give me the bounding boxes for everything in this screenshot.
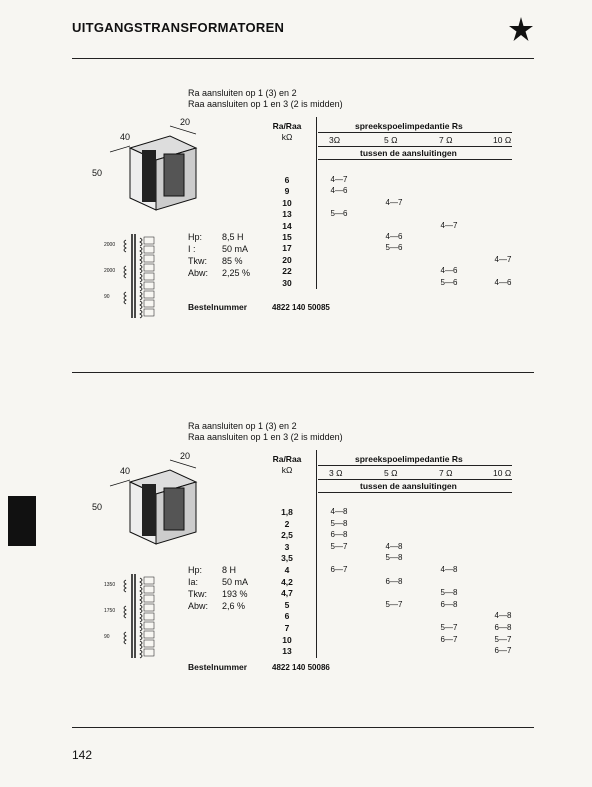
footer-rule — [72, 727, 534, 728]
ra-header: Ra/Raa — [272, 121, 302, 131]
ra-value: 14 — [282, 220, 292, 231]
connection-cell: 5—7 — [440, 623, 458, 632]
ra-unit: kΩ — [281, 132, 293, 142]
ra-value: 3 — [284, 541, 290, 552]
dimension-height: 40 — [120, 132, 131, 142]
intro-line-2: Raa aansluiten op 1 en 3 (2 is midden) — [188, 432, 343, 442]
dimension-width: 20 — [180, 451, 191, 461]
connection-cell: 4—6 — [330, 186, 348, 196]
spec-value: 8,5 H — [222, 232, 244, 242]
ra-value: 13 — [282, 646, 292, 657]
section-divider — [72, 372, 534, 373]
header-rule — [318, 465, 512, 466]
spec-value: 2,6 % — [222, 601, 246, 611]
sub-rule — [318, 159, 512, 160]
impedance-col-3: 10 Ω — [493, 468, 512, 478]
impedance-col-0: 3 Ω — [329, 468, 343, 478]
connection-cell: 4—7 — [330, 175, 348, 184]
connection-cell: 5—7 — [385, 599, 403, 609]
connection-cell: 4—6 — [440, 266, 458, 276]
dimension-depth: 50 — [92, 502, 103, 512]
connection-cell: 5—6 — [385, 243, 403, 253]
spec-label: I : — [188, 244, 196, 254]
winding-value: 1350 — [104, 582, 116, 588]
star-icon — [508, 16, 534, 42]
col-rule — [318, 146, 512, 147]
connection-cell: 4—8 — [385, 541, 403, 551]
winding-value: 1750 — [104, 608, 116, 614]
connection-cell: 4—8 — [494, 611, 512, 621]
connection-cell: 6—7 — [494, 646, 512, 656]
connection-cell: 5—7 — [494, 634, 512, 644]
sub-header: tussen de aansluitingen — [360, 481, 457, 491]
spec-value: 193 % — [222, 589, 248, 599]
impedance-col-1: 5 Ω — [384, 135, 398, 145]
order-number: 4822 140 50085 — [272, 303, 330, 312]
order-label: Bestelnummer — [188, 302, 248, 312]
connection-cell: 4—7 — [440, 220, 458, 230]
ra-value: 4,2 — [281, 576, 293, 587]
ra-value: 5 — [284, 599, 290, 610]
impedance-col-2: 7 Ω — [439, 468, 453, 478]
ra-value: 2,5 — [281, 530, 293, 541]
ra-header: Ra/Raa — [272, 454, 302, 464]
intro-line-2: Raa aansluiten op 1 en 3 (2 is midden) — [188, 99, 343, 109]
page-title: UITGANGSTRANSFORMATOREN — [72, 20, 285, 35]
winding-value: 2000 — [104, 242, 116, 248]
connection-cell: 5—7 — [330, 541, 348, 551]
header-rule — [318, 132, 512, 133]
table-divider — [316, 117, 317, 289]
connection-cell: 4—6 — [385, 232, 403, 241]
ra-value: 15 — [282, 232, 292, 242]
ra-value: 17 — [282, 243, 292, 254]
impedance-header: spreekspoelimpedantie Rs — [355, 121, 463, 131]
order-label: Bestelnummer — [188, 662, 248, 672]
connection-cell: 6—7 — [330, 565, 348, 574]
dimension-height: 40 — [120, 466, 131, 476]
spec-value: 50 mA — [222, 244, 249, 254]
winding-value: 90 — [104, 294, 110, 300]
spec-label: Ia: — [188, 577, 199, 587]
connection-cell: 6—8 — [330, 530, 348, 540]
ra-value: 13 — [282, 209, 292, 220]
ra-value: 9 — [284, 186, 290, 197]
spec-label: Abw: — [188, 268, 209, 278]
impedance-col-0: 3Ω — [329, 135, 341, 145]
table-divider — [316, 450, 317, 658]
ra-value: 30 — [282, 277, 292, 288]
impedance-col-3: 10 Ω — [493, 135, 512, 145]
spec-value: 85 % — [222, 256, 243, 266]
sub-rule — [318, 492, 512, 493]
chapter-tab-marker — [8, 496, 36, 546]
intro-line-1: Ra aansluiten op 1 (3) en 2 — [188, 88, 297, 98]
spec-value: 8 H — [222, 565, 237, 575]
connection-cell: 6—8 — [440, 599, 458, 609]
connection-cell: 5—6 — [440, 277, 458, 287]
connection-cell: 4—8 — [440, 565, 458, 574]
dimension-depth: 50 — [92, 168, 103, 178]
connection-cell: 6—8 — [385, 576, 403, 586]
ra-value: 10 — [282, 197, 292, 208]
connection-cell: 4—8 — [330, 507, 348, 516]
ra-value: 10 — [282, 634, 292, 645]
ra-value: 1,8 — [281, 507, 293, 517]
connection-cell: 4—7 — [385, 197, 403, 207]
ra-value: 7 — [284, 623, 290, 633]
spec-value: 50 mA — [222, 577, 249, 587]
intro-line-1: Ra aansluiten op 1 (3) en 2 — [188, 421, 297, 431]
spec-label: Tkw: — [188, 256, 207, 266]
ra-value: 6 — [284, 175, 290, 185]
connection-cell: 6—8 — [494, 623, 512, 632]
header-rule — [72, 58, 534, 59]
connection-cell: 6—7 — [440, 634, 458, 644]
dimension-width: 20 — [180, 117, 191, 127]
connection-cell: 5—8 — [330, 518, 348, 528]
impedance-col-1: 5 Ω — [384, 468, 398, 478]
ra-value: 3,5 — [281, 553, 293, 564]
connection-cell: 5—6 — [330, 209, 348, 219]
winding-value: 2000 — [104, 268, 116, 274]
spec-label: Hp: — [188, 565, 203, 575]
impedance-col-2: 7 Ω — [439, 135, 453, 145]
spec-label: Hp: — [188, 232, 203, 242]
ra-value: 22 — [282, 266, 292, 277]
page-number: 142 — [72, 748, 93, 762]
spec-label: Abw: — [188, 601, 209, 611]
transformer-drawing — [100, 118, 210, 228]
spec-label: Tkw: — [188, 589, 207, 599]
connection-cell: 4—6 — [494, 277, 512, 287]
transformer-drawing — [100, 452, 210, 562]
ra-value: 6 — [284, 611, 290, 622]
winding-value: 90 — [104, 634, 110, 640]
sub-header: tussen de aansluitingen — [360, 148, 457, 158]
impedance-header: spreekspoelimpedantie Rs — [355, 454, 463, 464]
connection-cell: 4—7 — [494, 254, 512, 264]
col-rule — [318, 479, 512, 480]
ra-value: 2 — [284, 518, 290, 529]
ra-value: 20 — [282, 254, 292, 265]
ra-value: 4,7 — [281, 588, 293, 599]
connection-cell: 5—8 — [385, 553, 403, 563]
order-number: 4822 140 50086 — [272, 663, 330, 672]
connection-cell: 5—8 — [440, 588, 458, 598]
spec-value: 2,25 % — [222, 268, 251, 278]
ra-value: 4 — [284, 565, 290, 575]
ra-unit: kΩ — [281, 465, 293, 475]
